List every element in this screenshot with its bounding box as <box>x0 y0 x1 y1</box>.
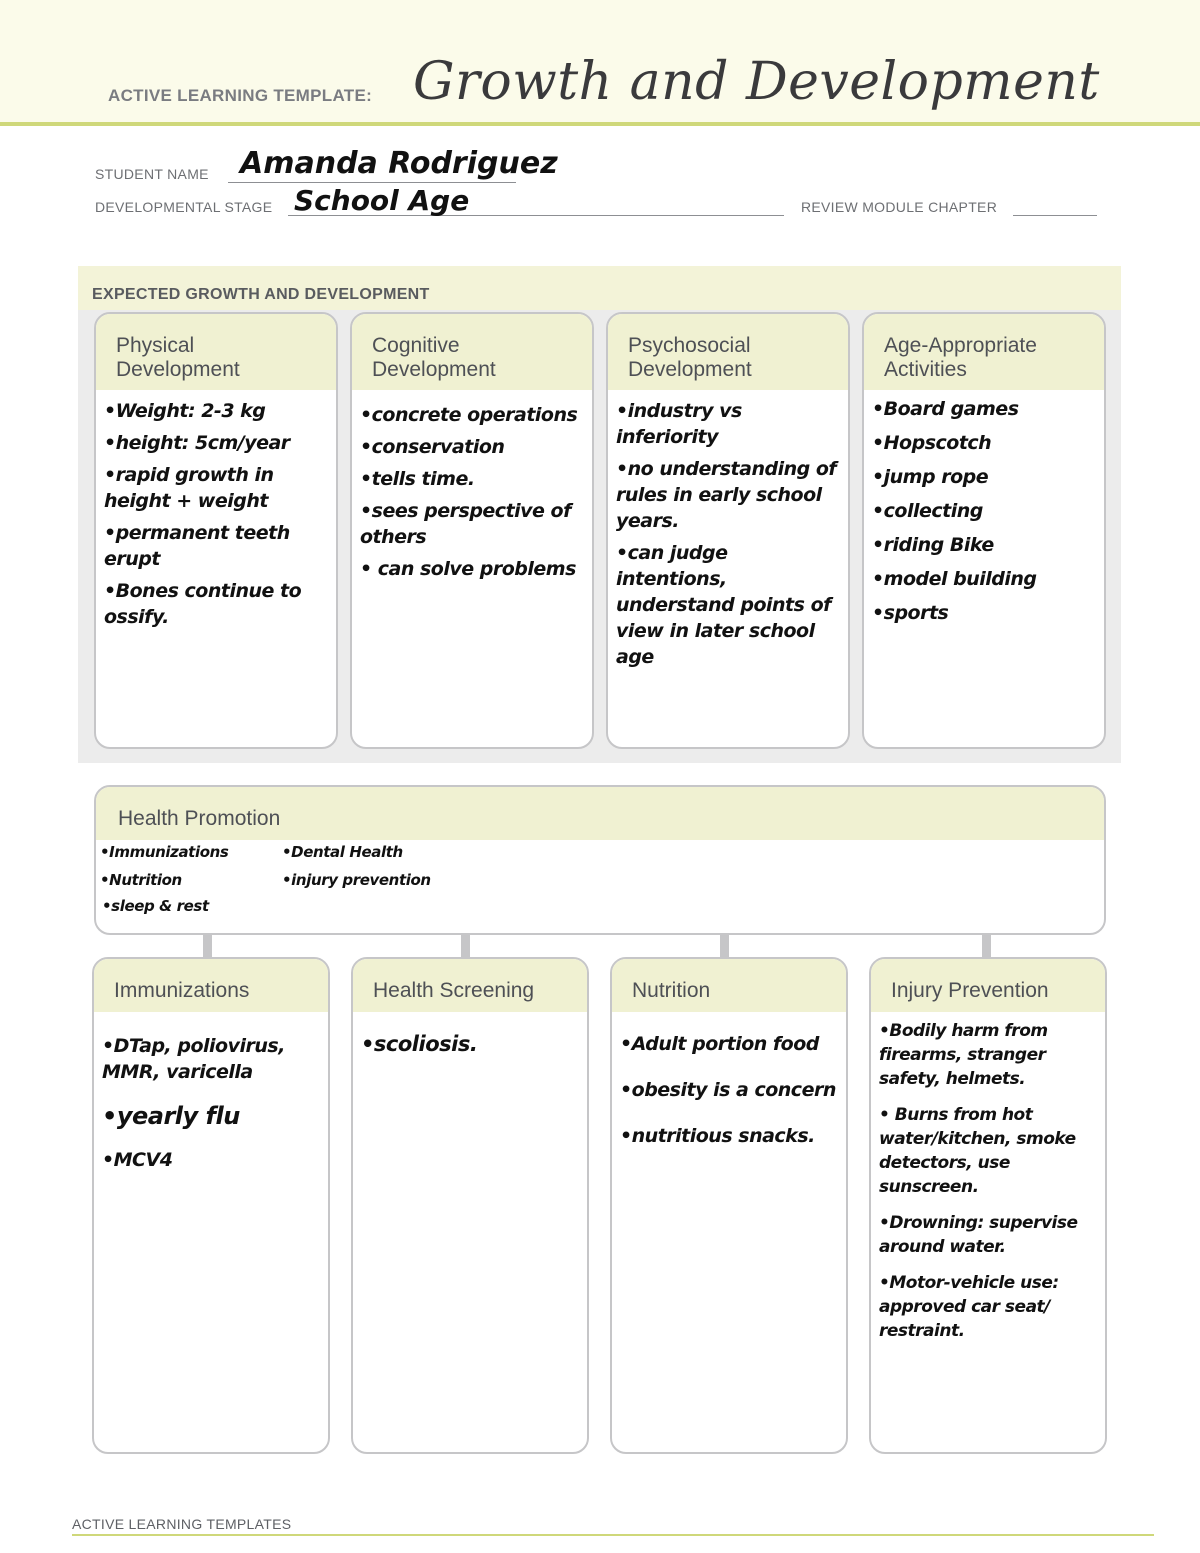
card-notes <box>361 1031 583 1063</box>
note-item: •Drowning: supervise around water. <box>879 1213 1078 1257</box>
note-item: •collecting <box>872 500 983 522</box>
note-item: •nutritious snacks. <box>620 1125 815 1147</box>
nutrition-card <box>610 957 848 1454</box>
note-item: •height: 5cm/year <box>104 432 290 454</box>
card-title-line1: Physical <box>116 334 195 357</box>
note-item: •MCV4 <box>102 1149 173 1171</box>
student-name-label: STUDENT NAME <box>95 166 209 182</box>
physical-development-card <box>94 312 338 749</box>
developmental-stage-label: DEVELOPMENTAL STAGE <box>95 199 273 215</box>
note-item: •jump rope <box>872 466 989 488</box>
psychosocial-development-card <box>606 312 850 749</box>
card-title: Injury Prevention <box>891 979 1049 1002</box>
page-title: Growth and Development <box>413 52 1100 112</box>
immunizations-card <box>92 957 330 1454</box>
hp-note: •Dental Health <box>282 843 403 861</box>
expected-growth-title: EXPECTED GROWTH AND DEVELOPMENT <box>92 286 430 303</box>
template-label: ACTIVE LEARNING TEMPLATE: <box>108 86 373 105</box>
card-notes <box>104 398 332 636</box>
connector <box>461 935 470 957</box>
note-item: •permanent teeth erupt <box>104 522 290 570</box>
note-item: •Motor-vehicle use: approved car seat/ restraint. <box>879 1273 1059 1341</box>
footer-label: ACTIVE LEARNING TEMPLATES <box>72 1516 292 1532</box>
card-notes <box>620 1031 842 1155</box>
note-item: •Weight: 2-3 kg <box>104 400 266 422</box>
review-module-label: REVIEW MODULE CHAPTER <box>801 199 998 215</box>
health-promotion-card <box>94 785 1106 935</box>
note-item: •DTap, poliovirus, MMR, varicella <box>102 1035 285 1083</box>
card-notes <box>616 398 844 676</box>
note-item: •no understanding of rules in early school years. <box>616 458 837 532</box>
card-title-line1: Cognitive <box>372 334 460 357</box>
injury-prevention-card <box>869 957 1107 1454</box>
health-promotion-title: Health Promotion <box>118 807 281 830</box>
card-title-line2: Development <box>116 358 240 381</box>
connector <box>203 935 212 957</box>
card-title-line1: Psychosocial <box>628 334 751 357</box>
footer-rule <box>72 1534 1154 1536</box>
card-title: Immunizations <box>114 979 250 1002</box>
note-item: •sees perspective of others <box>360 500 571 548</box>
note-item: •yearly flu <box>102 1102 240 1130</box>
note-item: •riding Bike <box>872 534 994 556</box>
review-module-field[interactable] <box>1013 199 1097 216</box>
note-item: •sports <box>872 602 949 624</box>
card-notes <box>102 1033 324 1179</box>
hp-note: •Immunizations <box>100 843 229 861</box>
card-title: Nutrition <box>632 979 711 1002</box>
note-item: •tells time. <box>360 468 475 490</box>
card-title: Health Screening <box>373 979 535 1002</box>
note-item: •Hopscotch <box>872 432 992 454</box>
note-item: •Bones continue to ossify. <box>104 580 302 628</box>
note-item: •model building <box>872 568 1037 590</box>
hp-note: •sleep & rest <box>102 897 209 915</box>
header-rule <box>0 122 1200 126</box>
health-screening-card <box>351 957 589 1454</box>
connector <box>982 935 991 957</box>
note-item: •rapid growth in height + weight <box>104 464 274 512</box>
cognitive-development-card <box>350 312 594 749</box>
card-title-line2: Activities <box>884 358 967 381</box>
hp-note: •Nutrition <box>100 871 182 889</box>
card-title-line2: Development <box>372 358 496 381</box>
connector <box>720 935 729 957</box>
note-item: •conservation <box>360 436 505 458</box>
card-notes <box>360 402 588 588</box>
developmental-stage-value: School Age <box>294 184 470 217</box>
student-name-value: Amanda Rodriguez <box>240 146 558 181</box>
note-item: •can judge intentions, understand points of view in later school age <box>616 542 831 668</box>
note-item: •industry vs inferiority <box>616 400 742 448</box>
hp-note: •injury prevention <box>282 871 431 889</box>
card-notes <box>879 1019 1101 1349</box>
note-item: •obesity is a concern <box>620 1079 836 1101</box>
note-item: • can solve problems <box>360 558 576 580</box>
card-title-line2: Development <box>628 358 752 381</box>
note-item: • Burns from hot water/kitchen, smoke detectors, use sunscreen. <box>879 1105 1076 1197</box>
note-item: •scoliosis. <box>361 1032 478 1056</box>
note-item: •concrete operations <box>360 404 578 426</box>
note-item: •Adult portion food <box>620 1033 819 1055</box>
card-title-line1: Age-Appropriate <box>884 334 1037 357</box>
card-notes <box>872 396 1100 634</box>
age-appropriate-activities-card <box>862 312 1106 749</box>
note-item: •Board games <box>872 398 1019 420</box>
note-item: •Bodily harm from firearms, stranger safety, helmets. <box>879 1021 1048 1089</box>
